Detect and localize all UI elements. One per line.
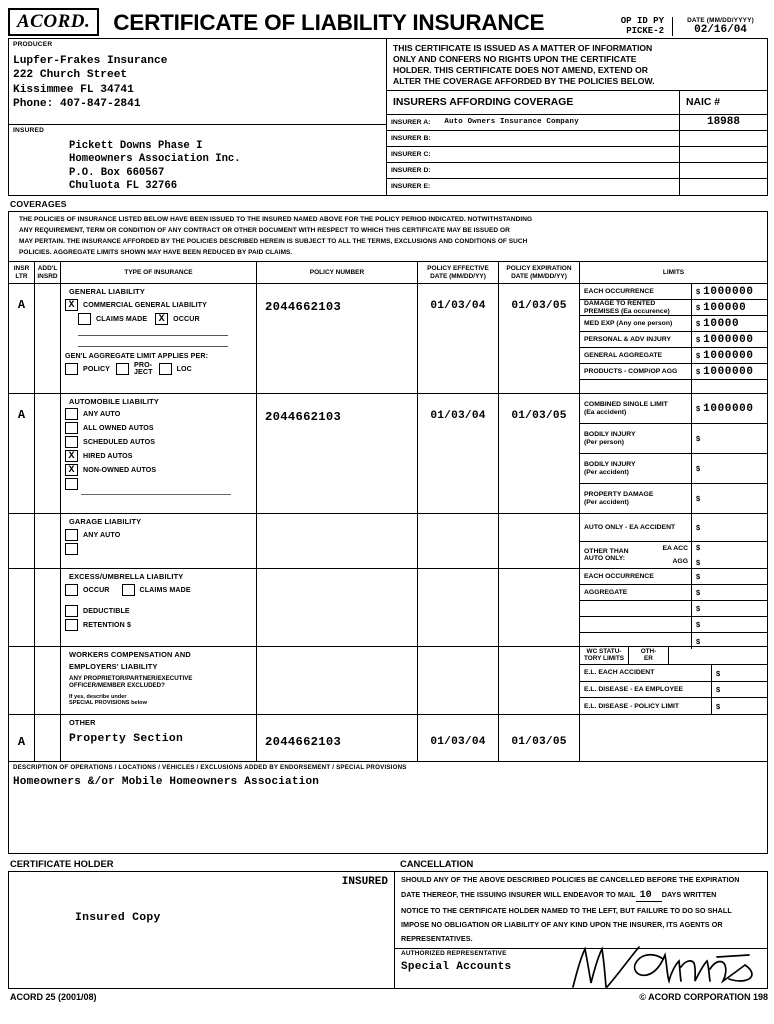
garage-any-auto-checkbox[interactable] <box>65 529 78 541</box>
authorized-representative-box <box>395 948 767 988</box>
garage-policy-number <box>257 514 418 568</box>
wc-effective-date <box>418 647 499 714</box>
gl-loc-label: LOC <box>176 365 192 374</box>
excess-occur-label: OCCUR <box>83 586 110 595</box>
wc-addl-insrd <box>35 647 61 714</box>
producer-phone: Phone: 407-847-2841 <box>13 97 141 110</box>
gl-loc-checkbox[interactable] <box>159 363 172 375</box>
dollar-sign: $ <box>696 620 701 630</box>
gl-limits-cell <box>580 284 767 393</box>
cancellation-line-1: SHOULD ANY OF THE ABOVE DESCRIBED POLICIES BE CANCELLED BEFORE THE EXPIRATION <box>401 875 740 885</box>
authorized-representative-name: Special Accounts <box>401 961 512 974</box>
form-number: ACORD 25 (2001/08) <box>10 992 97 1003</box>
col-addl-insrd-line2: INSRD <box>37 272 58 280</box>
limit-row <box>580 569 767 585</box>
excess-deductible-label: DEDUCTIBLE <box>83 607 130 616</box>
insured-name-line1: Pickett Downs Phase I <box>69 140 203 153</box>
auto-limit-name-2a: BODILY INJURY <box>584 461 636 469</box>
gl-policy-number: 2044662103 <box>257 284 418 393</box>
auto-all-owned-autos-checkbox[interactable] <box>65 422 78 434</box>
wc-limits-cell <box>580 647 767 714</box>
wc-type-cell <box>61 647 257 714</box>
auto-blank-checkbox-1[interactable] <box>65 478 78 490</box>
wc-title-line1: WORKERS COMPENSATION AND <box>69 650 191 660</box>
limit-row <box>580 514 767 542</box>
limit-row <box>580 665 767 682</box>
section-workers-compensation <box>9 647 767 715</box>
wc-limit-name-1: E.L. DISEASE - EA EMPLOYEE <box>584 685 684 693</box>
dollar-sign: $ <box>696 367 701 377</box>
insurer-a-naic: 18988 <box>679 115 767 130</box>
excess-occur-checkbox[interactable] <box>65 584 78 596</box>
auto-limit-name-1b: (Per person) <box>584 438 625 446</box>
dollar-sign: $ <box>696 588 701 598</box>
section-general-liability <box>9 284 767 394</box>
notice-line-2: ONLY AND CONFERS NO RIGHTS UPON THE CERTIFICATE <box>393 54 637 64</box>
auto-policy-number: 2044662103 <box>257 394 418 513</box>
auto-limit-name-2b: (Per accident) <box>584 468 629 476</box>
wc-other-line2: ER <box>644 654 653 662</box>
coverages-disclaimer <box>8 211 768 261</box>
auto-hired-autos-label: HIRED AUTOS <box>83 452 133 461</box>
garage-type-cell <box>61 514 257 568</box>
auto-limit-amount-0: 1000000 <box>703 402 754 415</box>
other-insr-ltr: A <box>9 715 35 761</box>
coverages-table-header <box>9 262 767 284</box>
garage-limits-cell <box>580 514 767 568</box>
insurers-header-row <box>387 91 767 115</box>
cancellation-line-5: REPRESENTATIVES. <box>401 933 473 943</box>
gl-limit-amount-2: 10000 <box>703 317 740 330</box>
dollar-sign: $ <box>696 636 701 646</box>
acord-logo <box>8 8 99 36</box>
gl-commercial-general-liability-label: COMMERCIAL GENERAL LIABILITY <box>83 301 207 310</box>
certificate-holder-box <box>9 872 395 988</box>
gl-blank-line-1 <box>78 335 228 336</box>
garage-limit-name-1b: AUTO ONLY: <box>584 555 626 562</box>
gl-limit-name-2: MED EXP (Any one person) <box>584 320 673 328</box>
auto-limit-name-1a: BODILY INJURY <box>584 431 636 439</box>
disclaimer-line-4: POLICIES. AGGREGATE LIMITS SHOWN MAY HAVE BEEN REDUCED BY PAID CLAIMS. <box>19 248 293 256</box>
gl-limit-amount-4: 1000000 <box>703 349 754 362</box>
excess-limit-name-0: EACH OCCURRENCE <box>584 573 654 581</box>
auto-limit-name-3a: PROPERTY DAMAGE <box>584 491 654 499</box>
insurer-c-naic <box>679 147 767 162</box>
insurer-a-name: Auto Owners Insurance Company <box>444 118 579 127</box>
notice-line-3: HOLDER. THIS CERTIFICATE DOES NOT AMEND, EXTEND OR <box>393 65 648 75</box>
wc-note-line2: SPECIAL PROVISIONS below <box>69 699 147 706</box>
other-effective-date: 01/03/04 <box>418 715 499 761</box>
date-value: 02/16/04 <box>694 24 747 36</box>
gl-limit-name-4: GENERAL AGGREGATE <box>584 352 663 360</box>
producer-box <box>9 39 386 125</box>
garage-blank-checkbox[interactable] <box>65 543 78 555</box>
section-other <box>9 715 767 761</box>
col-policy-number: POLICY NUMBER <box>309 269 365 277</box>
dollar-sign: $ <box>696 287 701 297</box>
description-caption: DESCRIPTION OF OPERATIONS / LOCATIONS / VEHICLES / EXCLUSIONS ADDED BY ENDORSEMENT / SPECIAL PROVISIONS <box>13 764 407 772</box>
auto-non-owned-autos-label: NON-OWNED AUTOS <box>83 466 157 475</box>
bottom-block <box>8 871 768 989</box>
section-garage-liability <box>9 514 767 569</box>
limit-row <box>580 542 767 569</box>
garage-expiration-date <box>499 514 580 568</box>
insured-city-state-zip: Chuluota FL 32766 <box>69 179 178 192</box>
gl-type-cell <box>61 284 257 393</box>
gl-occur-checkbox[interactable]: X <box>155 313 168 325</box>
producer-insured-column <box>9 39 387 195</box>
col-limits: LIMITS <box>662 269 685 277</box>
garage-addl-insrd <box>35 514 61 568</box>
other-policy-number: 2044662103 <box>257 715 418 761</box>
auto-limits-cell <box>580 394 767 513</box>
wc-other-line1: OTH- <box>640 648 657 656</box>
limit-row <box>580 424 767 454</box>
certificate-holder-type: INSURED <box>341 876 388 889</box>
wc-title-line2: EMPLOYERS' LIABILITY <box>69 662 158 672</box>
producer-caption: PRODUCER <box>13 41 53 48</box>
gl-project-label-line1: PRO- <box>134 361 153 370</box>
document-header <box>8 8 768 38</box>
excess-effective-date <box>418 569 499 646</box>
excess-title: EXCESS/UMBRELLA LIABILITY <box>69 572 184 582</box>
garage-any-auto-label: ANY AUTO <box>83 531 121 540</box>
page-title: CERTIFICATE OF LIABILITY INSURANCE <box>113 10 545 35</box>
auto-blank-line <box>81 494 231 495</box>
auto-insr-ltr: A <box>9 394 35 513</box>
insurer-b-label: INSURER B: <box>391 134 431 142</box>
notice-insurers-column <box>387 39 767 195</box>
auto-title: AUTOMOBILE LIABILITY <box>69 397 159 407</box>
col-policy-effective-line2: DATE (MM/DD/YY) <box>430 272 486 280</box>
wc-expiration-date <box>499 647 580 714</box>
gl-policy-label: POLICY <box>83 365 111 374</box>
insurer-b-naic <box>679 131 767 146</box>
other-limits-cell <box>580 715 767 761</box>
limit-row <box>580 316 767 332</box>
excess-limit-name-1: AGGREGATE <box>584 589 628 597</box>
limit-row <box>580 617 767 633</box>
producer-street: 222 Church Street <box>13 69 128 82</box>
gl-insr-ltr: A <box>9 284 35 393</box>
cancellation-line-4: IMPOSE NO OBLIGATION OR LIABILITY OF ANY KIND UPON THE INSURER, ITS AGENTS OR <box>401 919 723 929</box>
limit-row <box>580 454 767 484</box>
insurer-row <box>387 115 767 131</box>
auto-all-owned-autos-label: ALL OWNED AUTOS <box>83 424 154 433</box>
gl-claims-made-checkbox[interactable] <box>78 313 91 325</box>
wc-limit-name-2: E.L. DISEASE - POLICY LIMIT <box>584 702 680 710</box>
wc-question-line2: OFFICER/MEMBER EXCLUDED? <box>69 682 165 690</box>
acord-brand-text: ACORD <box>17 11 85 32</box>
auto-any-auto-label: ANY AUTO <box>83 410 121 419</box>
insurer-a-label: INSURER A: <box>391 118 431 126</box>
wc-question-line1: ANY PROPRIETOR/PARTNER/EXECUTIVE <box>69 675 193 683</box>
gl-expiration-date: 01/03/05 <box>499 284 580 393</box>
authorized-representative-caption: AUTHORIZED REPRESENTATIVE <box>401 950 507 958</box>
auto-scheduled-autos-checkbox[interactable] <box>65 436 78 448</box>
wc-statutory-line2: TORY LIMITS <box>583 654 624 662</box>
producer-insured-insurers-block <box>8 38 768 196</box>
gl-limit-amount-0: 1000000 <box>703 285 754 298</box>
cancellation-caption: CANCELLATION <box>400 858 474 870</box>
notice-line-1: THIS CERTIFICATE IS ISSUED AS A MATTER OF INFORMATION <box>393 43 653 53</box>
gl-limit-name-1b: PREMISES (Ea occurence) <box>584 307 670 315</box>
excess-limits-cell <box>580 569 767 646</box>
dollar-sign: $ <box>696 464 701 474</box>
coverages-caption: COVERAGES <box>10 199 67 209</box>
auto-scheduled-autos-label: SCHEDULED AUTOS <box>83 438 156 447</box>
cancellation-days-value[interactable]: 10 <box>636 890 662 902</box>
limit-row <box>580 284 767 300</box>
gl-limit-amount-1: 100000 <box>703 301 747 314</box>
producer-name: Lupfer-Frakes Insurance <box>13 55 168 67</box>
insurer-d-naic <box>679 163 767 178</box>
garage-insr-ltr <box>9 514 35 568</box>
excess-deductible-checkbox[interactable] <box>65 605 78 617</box>
limit-row <box>580 332 767 348</box>
coverages-table <box>8 261 768 762</box>
insurer-row <box>387 147 767 163</box>
gl-limit-name-3: PERSONAL & ADV INJURY <box>584 336 671 344</box>
auto-hired-autos-checkbox[interactable]: X <box>65 450 78 462</box>
gl-addl-insrd <box>35 284 61 393</box>
insured-caption: INSURED <box>13 127 45 135</box>
naic-heading: NAIC # <box>679 91 767 114</box>
auto-addl-insrd <box>35 394 61 513</box>
op-id-value: PICKE-2 <box>626 25 664 36</box>
auto-effective-date: 01/03/04 <box>418 394 499 513</box>
dollar-sign: $ <box>696 494 701 504</box>
op-id-block <box>621 17 672 36</box>
gl-occur-label: OCCUR <box>173 315 200 324</box>
garage-agg-label: AGG <box>672 557 688 565</box>
gl-commercial-general-liability-checkbox[interactable]: X <box>65 299 78 311</box>
excess-type-cell <box>61 569 257 646</box>
limit-row <box>580 364 767 380</box>
gl-aggregate-caption: GEN'L AGGREGATE LIMIT APPLIES PER: <box>65 352 209 361</box>
gl-title: GENERAL LIABILITY <box>69 287 145 297</box>
disclaimer-line-2: ANY REQUIREMENT, TERM OR CONDITION OF ANY CONTRACT OR OTHER DOCUMENT WITH RESPECT TO WHICH THIS CERTIFICATE MAY BE ISSUED OR <box>19 226 510 234</box>
limit-row <box>580 698 767 714</box>
excess-addl-insrd <box>35 569 61 646</box>
auto-type-cell <box>61 394 257 513</box>
excess-claims-made-label: CLAIMS MADE <box>139 586 191 595</box>
gl-limit-name-5: PRODUCTS - COMP/OP AGG <box>584 368 678 376</box>
insured-name-line2: Homeowners Association Inc. <box>69 153 241 166</box>
dollar-sign: $ <box>696 523 701 532</box>
insurers-heading: INSURERS AFFORDING COVERAGE <box>393 96 574 108</box>
insurer-e-label: INSURER E: <box>391 183 431 191</box>
insurer-row <box>387 179 767 195</box>
insurer-d-label: INSURER D: <box>391 166 431 174</box>
other-title: OTHER <box>69 718 96 728</box>
garage-effective-date <box>418 514 499 568</box>
excess-expiration-date <box>499 569 580 646</box>
gl-limit-amount-5: 1000000 <box>703 365 754 378</box>
col-insr-ltr-line2: LTR <box>15 272 28 280</box>
dollar-sign: $ <box>696 543 701 553</box>
insurer-c-label: INSURER C: <box>391 150 431 158</box>
auto-limit-name-3b: (Per accident) <box>584 498 629 506</box>
cancellation-line-2 <box>401 890 762 902</box>
bottom-captions <box>8 854 768 871</box>
other-addl-insrd <box>35 715 61 761</box>
wc-statutory-header <box>580 647 767 665</box>
excess-retention-checkbox[interactable] <box>65 619 78 631</box>
date-block <box>672 17 768 36</box>
garage-title: GARAGE LIABILITY <box>69 517 142 527</box>
limit-row <box>580 601 767 617</box>
dollar-sign: $ <box>716 685 721 694</box>
wc-statutory-line1: WC STATU- <box>586 648 622 656</box>
certificate-holder-caption: CERTIFICATE HOLDER <box>10 858 114 870</box>
gl-policy-checkbox[interactable] <box>65 363 78 375</box>
dollar-sign: $ <box>696 434 701 444</box>
auto-expiration-date: 01/03/05 <box>499 394 580 513</box>
other-type-cell <box>61 715 257 761</box>
excess-retention-label: RETENTION $ <box>83 621 132 630</box>
date-label: DATE (MM/DD/YYYY) <box>687 17 754 24</box>
section-excess-umbrella <box>9 569 767 647</box>
excess-policy-number <box>257 569 418 646</box>
col-policy-expiration-line1: POLICY EXPIRATION <box>506 265 572 273</box>
limit-row <box>580 300 767 316</box>
notice-line-4: ALTER THE COVERAGE AFFORDED BY THE POLICIES BELOW. <box>393 76 655 86</box>
auto-non-owned-autos-checkbox[interactable]: X <box>65 464 78 476</box>
insurer-row <box>387 131 767 147</box>
garage-limit-name-0: AUTO ONLY - EA ACCIDENT <box>584 523 676 531</box>
col-policy-effective-line1: POLICY EFFECTIVE <box>427 265 489 273</box>
disclaimer-line-3: MAY PERTAIN. THE INSURANCE AFFORDED BY THE POLICIES DESCRIBED HEREIN IS SUBJECT TO ALL THE TERMS, EXCLUSIONS AND CONDITIONS OF SUCH <box>19 237 528 245</box>
excess-claims-made-checkbox[interactable] <box>122 584 135 596</box>
col-policy-expiration-line2: DATE (MM/DD/YY) <box>511 272 567 280</box>
insured-box <box>9 125 386 195</box>
op-id-label: OP ID PY <box>620 16 664 27</box>
cancellation-line-2-a: DATE THEREOF, THE ISSUING INSURER WILL ENDEAVOR TO MAIL <box>401 890 636 900</box>
col-addl-insrd-line1: ADD'L <box>37 265 58 273</box>
gl-limit-name-0: EACH OCCURRENCE <box>584 288 654 296</box>
wc-insr-ltr <box>9 647 35 714</box>
gl-limit-name-1a: DAMAGE TO RENTED <box>584 300 656 308</box>
wc-limit-name-0: E.L. EACH ACCIDENT <box>584 669 655 677</box>
col-insr-ltr-line1: INSR <box>13 265 30 273</box>
limit-row <box>580 484 767 513</box>
wc-policy-number <box>257 647 418 714</box>
dollar-sign: $ <box>696 351 701 361</box>
wc-note-line1: If yes, describe under <box>69 693 127 700</box>
certificate-notice <box>387 39 767 91</box>
dollar-sign: $ <box>696 303 701 313</box>
dollar-sign: $ <box>696 572 701 582</box>
gl-effective-date: 01/03/04 <box>418 284 499 393</box>
dollar-sign: $ <box>716 668 721 678</box>
section-automobile-liability <box>9 394 767 514</box>
garage-limit-name-1a: OTHER THAN <box>584 547 629 555</box>
insurer-row <box>387 163 767 179</box>
limit-row <box>580 682 767 699</box>
auto-any-auto-checkbox[interactable] <box>65 408 78 420</box>
gl-limit-amount-3: 1000000 <box>703 333 754 346</box>
disclaimer-line-1: THE POLICIES OF INSURANCE LISTED BELOW HAVE BEEN ISSUED TO THE INSURED NAMED ABOVE FOR THE POLICY PERIOD INDICATED. NOTWITHSTANDING <box>19 216 533 223</box>
logo-dot: . <box>84 11 91 32</box>
other-expiration-date: 01/03/05 <box>499 715 580 761</box>
dollar-sign: $ <box>696 335 701 345</box>
gl-project-checkbox[interactable] <box>116 363 129 375</box>
producer-city-state-zip: Kissimmee FL 34741 <box>13 83 134 96</box>
gl-claims-made-label: CLAIMS MADE <box>96 315 148 324</box>
cancellation-box <box>395 872 767 988</box>
insured-street: P.O. Box 660567 <box>69 166 165 179</box>
description-of-operations-box <box>8 762 768 854</box>
excess-insr-ltr <box>9 569 35 646</box>
insurer-e-naic <box>679 179 767 195</box>
other-description: Property Section <box>69 733 184 746</box>
dollar-sign: $ <box>696 557 701 567</box>
description-text: Homeowners &/or Mobile Homeowners Association <box>13 776 320 789</box>
gl-blank-line-2 <box>78 346 228 347</box>
dollar-sign: $ <box>696 319 701 329</box>
limit-row <box>580 585 767 601</box>
limit-row <box>580 348 767 364</box>
limit-row <box>580 394 767 424</box>
copyright-text: © ACORD CORPORATION 198 <box>639 992 768 1003</box>
dollar-sign: $ <box>716 701 721 711</box>
cancellation-line-3: NOTICE TO THE CERTIFICATE HOLDER NAMED TO THE LEFT, BUT FAILURE TO DO SO SHALL <box>401 906 732 916</box>
gl-project-label <box>134 362 153 376</box>
garage-ea-acc-label: EA ACC <box>662 544 688 552</box>
cancellation-line-2-b: DAYS WRITTEN <box>661 890 717 900</box>
certificate-holder-name: Insured Copy <box>75 912 161 925</box>
signature-image <box>567 943 767 991</box>
dollar-sign: $ <box>696 404 701 414</box>
col-type-of-insurance: TYPE OF INSURANCE <box>124 269 193 277</box>
auto-limit-name-0a: COMBINED SINGLE LIMIT <box>584 401 668 409</box>
dollar-sign: $ <box>696 604 701 614</box>
auto-limit-name-0b: (Ea accident) <box>584 408 627 416</box>
gl-project-label-line2: JECT <box>134 368 153 377</box>
